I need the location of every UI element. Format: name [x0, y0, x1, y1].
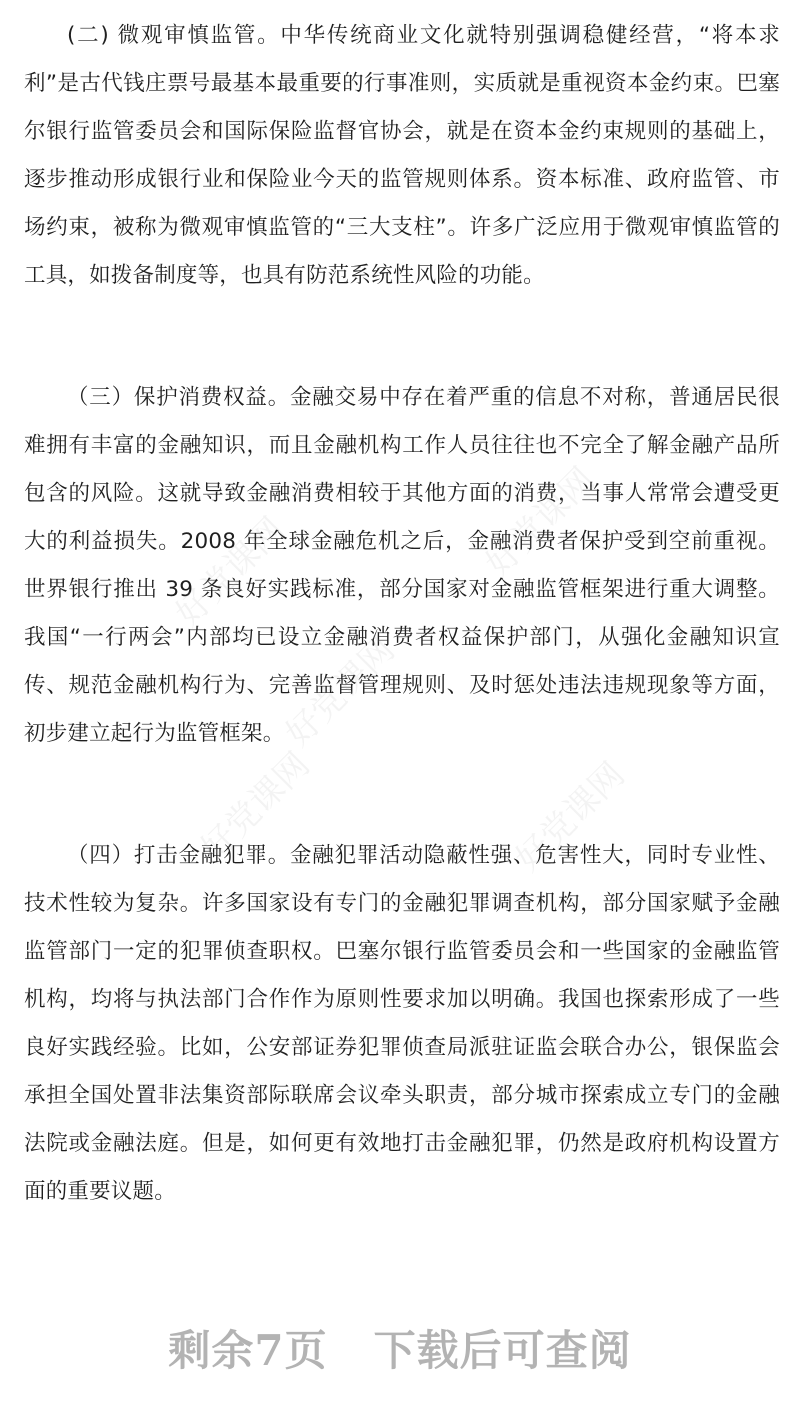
watermark: 好党课网 [508, 754, 633, 880]
download-banner[interactable] [0, 1318, 800, 1378]
paragraph-microprudential-supervision: (二) 微观审慎监管。中华传统商业文化就特别强调稳健经营，“将本求利”是古代钱庄票号最基本最重要的行事准则，实质就是重视资本金约束。巴塞尔银行监管委员会和国际保险监督官协会，就是在资本金约束规则的基础上，逐步推动形成银行业和保险业今天的监管规则体系。资本标准、政府监管、市场约束，被称为微观审慎监管的“三大支柱”。许多广泛应用于微观审慎监管的工具，如拨备制度等，也具有防范系统性风险的功能。 [24, 23, 780, 288]
download-prompt-label[interactable]: 下载后可查阅 [373, 1326, 632, 1375]
watermark: 好党课网 [278, 629, 403, 755]
remaining-pages-label: 剩余7页 [168, 1326, 328, 1375]
watermark: 好党课网 [168, 509, 293, 635]
watermark: 好党课网 [193, 744, 318, 870]
paragraph-financial-crime: （四）打击金融犯罪。金融犯罪活动隐蔽性强、危害性大，同时专业性、技术性较为复杂。许多国家设有专门的金融犯罪调查机构，部分国家赋予金融监管部门一定的犯罪侦查职权。巴塞尔银行监管委员会和一些国家的金融监管机构，均将与执法部门合作作为原则性要求加以明确。我国也探索形成了一些良好实践经验。比如，公安部证券犯罪侦查局派驻证监会联合办公，银保监会承担全国处置非法集资部际联席会议牵头职责，部分城市探索成立专门的金融法院或金融法庭。但是，如何更有效地打击金融犯罪，仍然是政府机构设置方面的重要议题。 [24, 843, 780, 1204]
paragraph-consumer-protection: （三）保护消费权益。金融交易中存在着严重的信息不对称，普通居民很难拥有丰富的金融知识，而且金融机构工作人员往往也不完全了解金融产品所包含的风险。这就导致金融消费相较于其他方面的消费，当事人常常会遭受更大的利益损失。2008 年全球金融危机之后，金融消费者保护受到空前重视。世界银行推出 39 条良好实践标准，部分国家对金融监管框架进行重大调整。我国“一行两会”内部均已设立金融消费者权益保护部门，从强化金融知识宣传、规范金融机构行为、完善监督管理规则、及时惩处违法违规现象等方面，初步建立起行为监管框架。 [24, 385, 780, 746]
watermark: 好党课网 [478, 459, 603, 585]
